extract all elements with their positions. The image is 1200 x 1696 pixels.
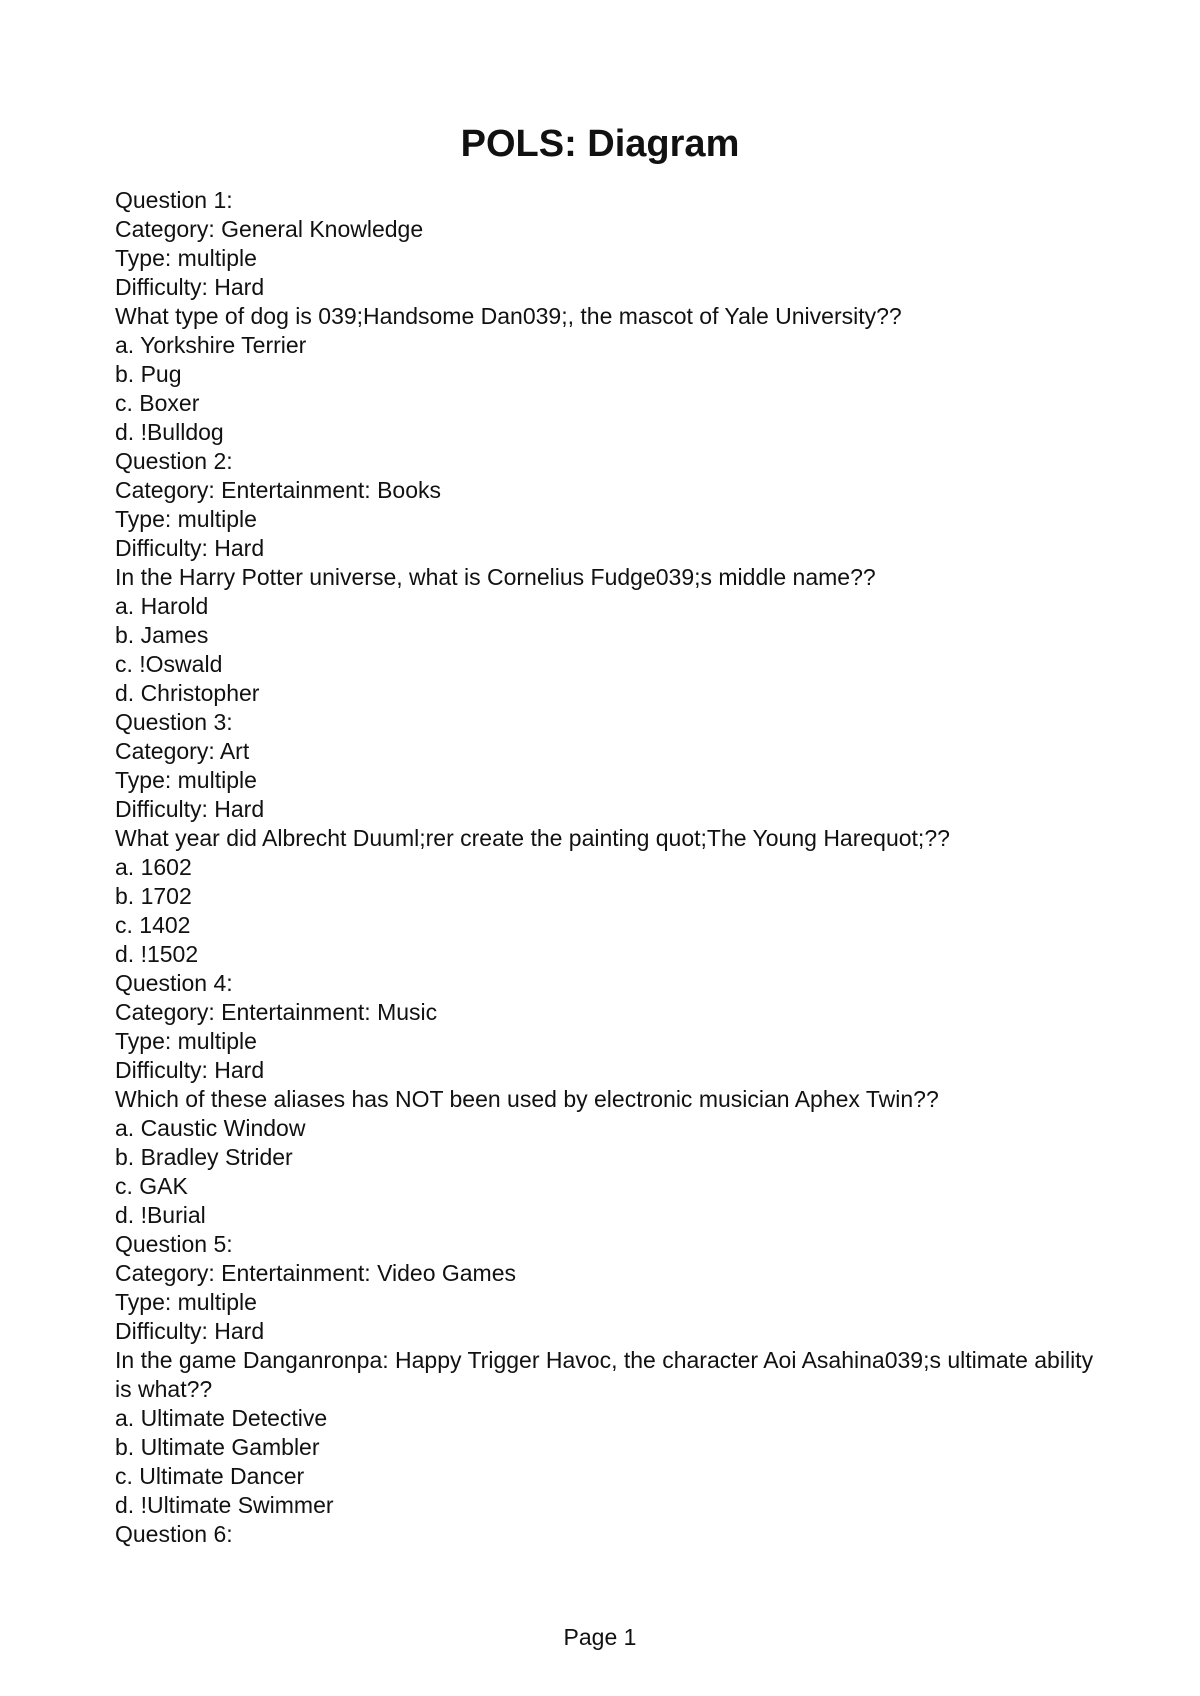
page-title: POLS: Diagram	[460, 123, 740, 165]
question-heading: Question 6:	[115, 1521, 233, 1547]
question-difficulty: Difficulty: Hard	[115, 535, 265, 561]
question-text: In the Harry Potter universe, what is Cornelius Fudge039;s middle name??	[115, 564, 876, 590]
question-heading: Question 4:	[115, 970, 233, 996]
answer-option: d. Christopher	[115, 680, 260, 706]
question-heading: Question 2:	[115, 448, 233, 474]
question-category: Category: Art	[115, 738, 250, 764]
question-type: Type: multiple	[115, 245, 257, 271]
answer-option: d. !1502	[115, 941, 199, 967]
question-text: What type of dog is 039;Handsome Dan039;, the mascot of Yale University??	[115, 303, 902, 329]
answer-option: b. Pug	[115, 361, 182, 387]
answer-option: a. Ultimate Detective	[115, 1405, 328, 1431]
answer-option: d. !Burial	[115, 1202, 206, 1228]
question-heading: Question 1:	[115, 187, 233, 213]
question-list	[115, 186, 1095, 1549]
answer-option: c. GAK	[115, 1173, 188, 1199]
question-difficulty: Difficulty: Hard	[115, 274, 265, 300]
question-difficulty: Difficulty: Hard	[115, 1057, 265, 1083]
answer-option: a. Yorkshire Terrier	[115, 332, 307, 358]
question-category: Category: Entertainment: Books	[115, 477, 441, 503]
answer-option: b. Ultimate Gambler	[115, 1434, 320, 1460]
page-number: Page 1	[563, 1624, 637, 1650]
question-text: In the game Danganronpa: Happy Trigger Havoc, the character Aoi Asahina039;s ultimate ability is what??	[115, 1347, 1094, 1402]
answer-option: c. Ultimate Dancer	[115, 1463, 305, 1489]
answer-option: c. 1402	[115, 912, 191, 938]
answer-option: b. 1702	[115, 883, 192, 909]
question-difficulty: Difficulty: Hard	[115, 796, 265, 822]
answer-option: d. !Bulldog	[115, 419, 224, 445]
answer-option: c. Boxer	[115, 390, 200, 416]
question-type: Type: multiple	[115, 1289, 257, 1315]
question-text: What year did Albrecht Duuml;rer create the painting quot;The Young Harequot;??	[115, 825, 950, 851]
question-text: Which of these aliases has NOT been used by electronic musician Aphex Twin??	[115, 1086, 939, 1112]
question-type: Type: multiple	[115, 1028, 257, 1054]
question-type: Type: multiple	[115, 506, 257, 532]
question-difficulty: Difficulty: Hard	[115, 1318, 265, 1344]
question-category: Category: Entertainment: Video Games	[115, 1260, 517, 1286]
question-category: Category: Entertainment: Music	[115, 999, 438, 1025]
question-type: Type: multiple	[115, 767, 257, 793]
answer-option: a. Caustic Window	[115, 1115, 306, 1141]
answer-option: b. James	[115, 622, 209, 648]
question-heading: Question 3:	[115, 709, 233, 735]
answer-option: d. !Ultimate Swimmer	[115, 1492, 334, 1518]
question-category: Category: General Knowledge	[115, 216, 424, 242]
answer-option: c. !Oswald	[115, 651, 223, 677]
answer-option: a. Harold	[115, 593, 209, 619]
answer-option: a. 1602	[115, 854, 192, 880]
question-heading: Question 5:	[115, 1231, 233, 1257]
answer-option: b. Bradley Strider	[115, 1144, 293, 1170]
